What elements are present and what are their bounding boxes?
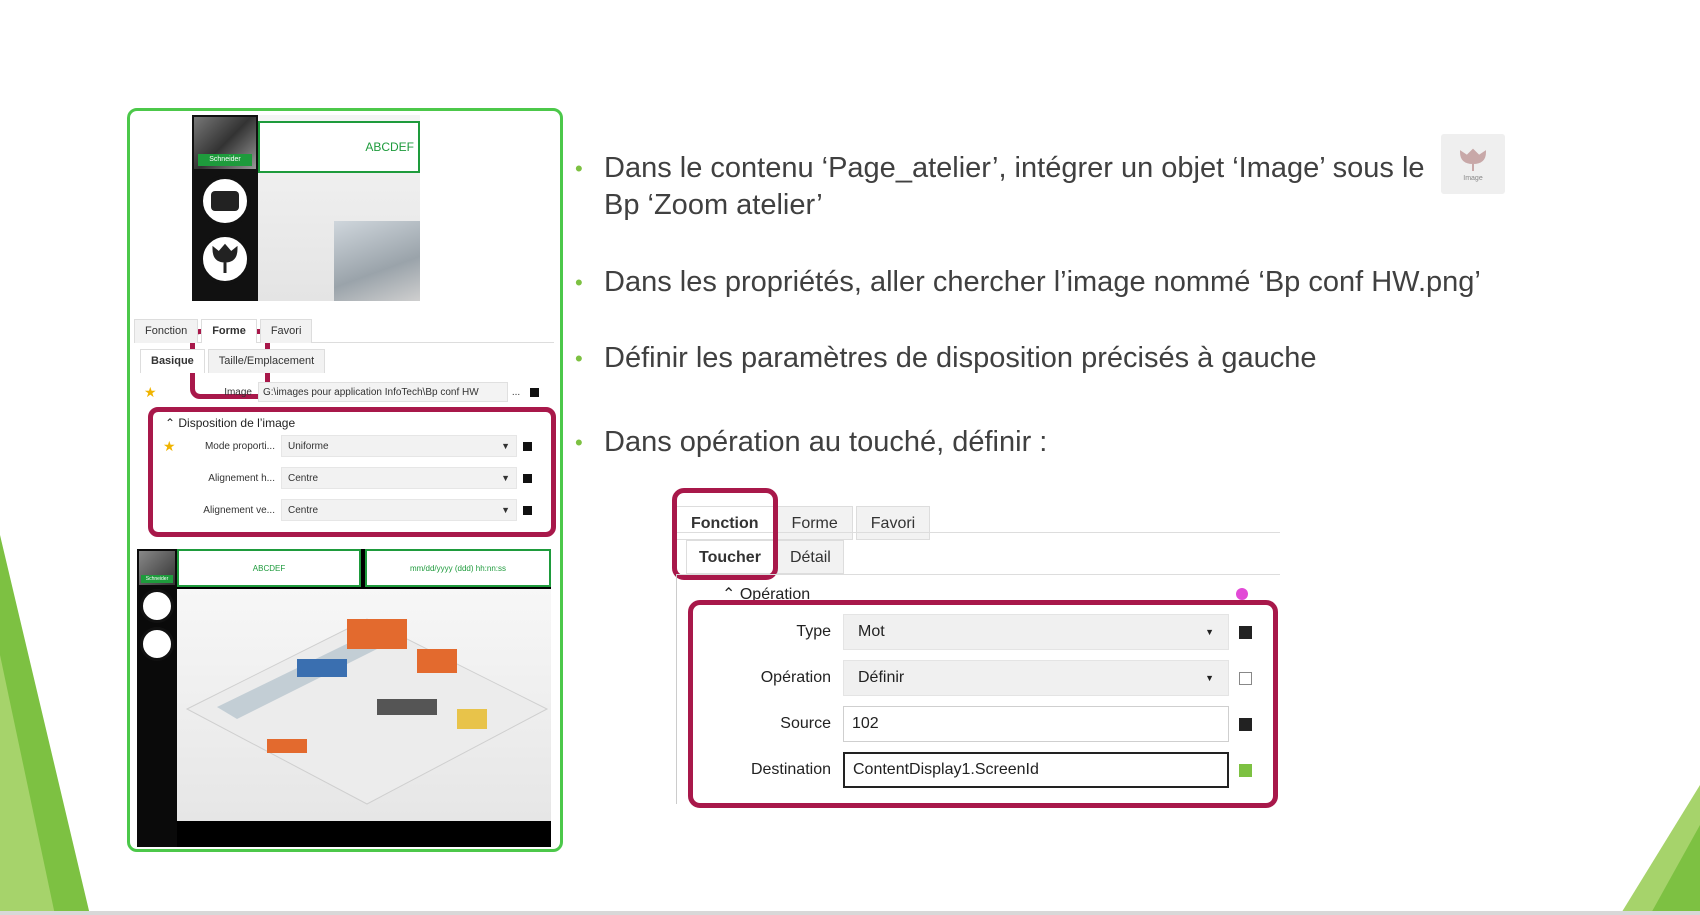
tulip-image-icon [1453,147,1493,173]
disposition-row-align-v [163,498,532,522]
subtab-detail[interactable]: Détail [777,540,844,574]
bullet-2-text: Dans les propriétés, aller chercher l’image nommé ‘Bp conf HW.png’ [604,266,1481,298]
mode-select[interactable]: Uniforme ▼ [281,435,517,457]
bottom-thumb-tag: Schneider [141,575,173,583]
bottom-schneider-thumb[interactable] [139,551,175,585]
destination-binding-indicator[interactable] [1239,764,1252,777]
operation-property-panel [672,488,1282,818]
panel-left-border [676,574,677,804]
bottom-screen-preview [137,549,551,847]
subtabs-divider [676,574,1280,575]
slide-bottom-border [0,911,1700,915]
operation-select[interactable]: Définir ▼ [843,660,1229,696]
image-chip-label: Image [1463,174,1483,182]
zoom-atelier-button[interactable] [199,175,251,227]
bottom-zoom-button[interactable] [140,589,174,623]
binding-indicator[interactable] [523,474,532,483]
bullet-dot: • [575,346,583,371]
disposition-title[interactable]: ⌃ Disposition de l’image [165,416,296,430]
tab-favori[interactable]: Favori [260,319,313,343]
bullet-4-text: Dans opération au touché, définir : [604,426,1048,458]
preview-button-strip [192,115,258,301]
decor-right-green-shape [1620,785,1700,915]
destination-input[interactable]: ContentDisplay1.ScreenId [843,752,1229,788]
bottom-header-datetime: mm/dd/yyyy (ddd) hh:nn:ss [365,549,551,587]
chevron-down-icon: ▼ [1205,673,1214,683]
disposition-row-mode [163,434,532,458]
align-v-select[interactable]: Centre ▼ [281,499,517,521]
row-operation [693,659,1273,697]
bullet-2 [575,264,1614,301]
bullet-3 [575,340,1614,377]
browse-button[interactable]: ... [511,386,521,398]
destination-label: Destination [750,761,831,778]
bullet-1 [575,150,1444,224]
operation-highlight-box [688,600,1278,808]
bottom-header-text: ABCDEF [177,549,361,587]
image-property-row [144,381,554,403]
subtab-basique[interactable]: Basique [140,349,205,373]
preview-text-box: ABCDEF [258,121,420,173]
factory-drawing [177,589,551,821]
align-v-label: Alignement ve... [203,504,275,516]
disposition-row-align-h [163,466,532,490]
bullet-4 [575,424,1614,461]
modified-indicator-dot [1236,588,1248,600]
binding-indicator[interactable] [530,388,539,397]
source-input[interactable]: 102 [843,706,1229,742]
row-type [693,613,1273,651]
bullet-1-text: Dans le contenu ‘Page_atelier’, intégrer un objet ‘Image’ sous le Bp ‘Zoom atelier’ [604,152,1425,221]
type-label: Type [796,623,831,640]
bullet-dot: • [575,270,583,295]
binding-indicator[interactable] [523,442,532,451]
star-icon: ★ [163,437,176,454]
operation-section-title[interactable]: ⌃ Opération [722,586,811,603]
bottom-button-strip [137,549,177,847]
bullet-dot: • [575,156,583,181]
chevron-down-icon: ▼ [501,505,510,515]
left-screenshot-panel [127,108,563,852]
subtab-taille-emplacement[interactable]: Taille/Emplacement [208,349,325,373]
thumb-tag: Schneider [198,154,252,166]
image-label: Image [224,386,252,398]
align-h-select[interactable]: Centre ▼ [281,467,517,489]
chevron-down-icon: ▼ [501,441,510,451]
image-object-chip [1441,134,1505,194]
tab-forme[interactable]: Forme [777,506,853,540]
tulip-image-icon [208,243,242,275]
star-icon: ★ [144,383,157,400]
binding-indicator[interactable] [523,506,532,515]
source-label: Source [780,715,831,732]
left-tabs [134,319,554,343]
fonction-toucher-highlight [672,488,778,580]
mode-label: Mode proporti... [204,440,275,452]
type-binding-indicator[interactable] [1239,626,1252,639]
type-select[interactable]: Mot ▼ [843,614,1229,650]
machine-image [334,221,420,301]
machine-icon [211,191,239,211]
operation-binding-indicator[interactable] [1239,672,1252,685]
tulip-image-button[interactable] [199,233,251,285]
image-path-field[interactable]: G:\images pour application InfoTech\Bp conf HW [258,382,508,402]
bottom-config-button[interactable] [140,627,174,661]
preview-top [192,115,420,301]
tab-fonction[interactable]: Fonction [134,319,198,343]
operation-label: Opération [760,669,831,686]
align-h-label: Alignement h... [208,472,275,484]
disposition-highlight-box [148,407,556,537]
bullet-dot: • [575,430,583,455]
row-destination [693,751,1273,789]
source-binding-indicator[interactable] [1239,718,1252,731]
tab-fonction[interactable]: Fonction [676,506,774,540]
bullet-3-text: Définir les paramètres de disposition précisés à gauche [604,342,1317,374]
factory-isometric-image [177,589,551,821]
left-subtabs [140,349,550,373]
tab-forme[interactable]: Forme [201,319,257,343]
chevron-down-icon: ▼ [1205,627,1214,637]
chevron-up-icon: ⌃ [165,416,179,430]
decor-left-green-shape [0,535,90,915]
chevron-up-icon: ⌃ [722,586,740,603]
chevron-down-icon: ▼ [501,473,510,483]
tab-favori[interactable]: Favori [856,506,930,540]
subtab-toucher[interactable]: Toucher [686,540,774,574]
row-source [693,705,1273,743]
schneider-thumb[interactable] [194,117,256,169]
